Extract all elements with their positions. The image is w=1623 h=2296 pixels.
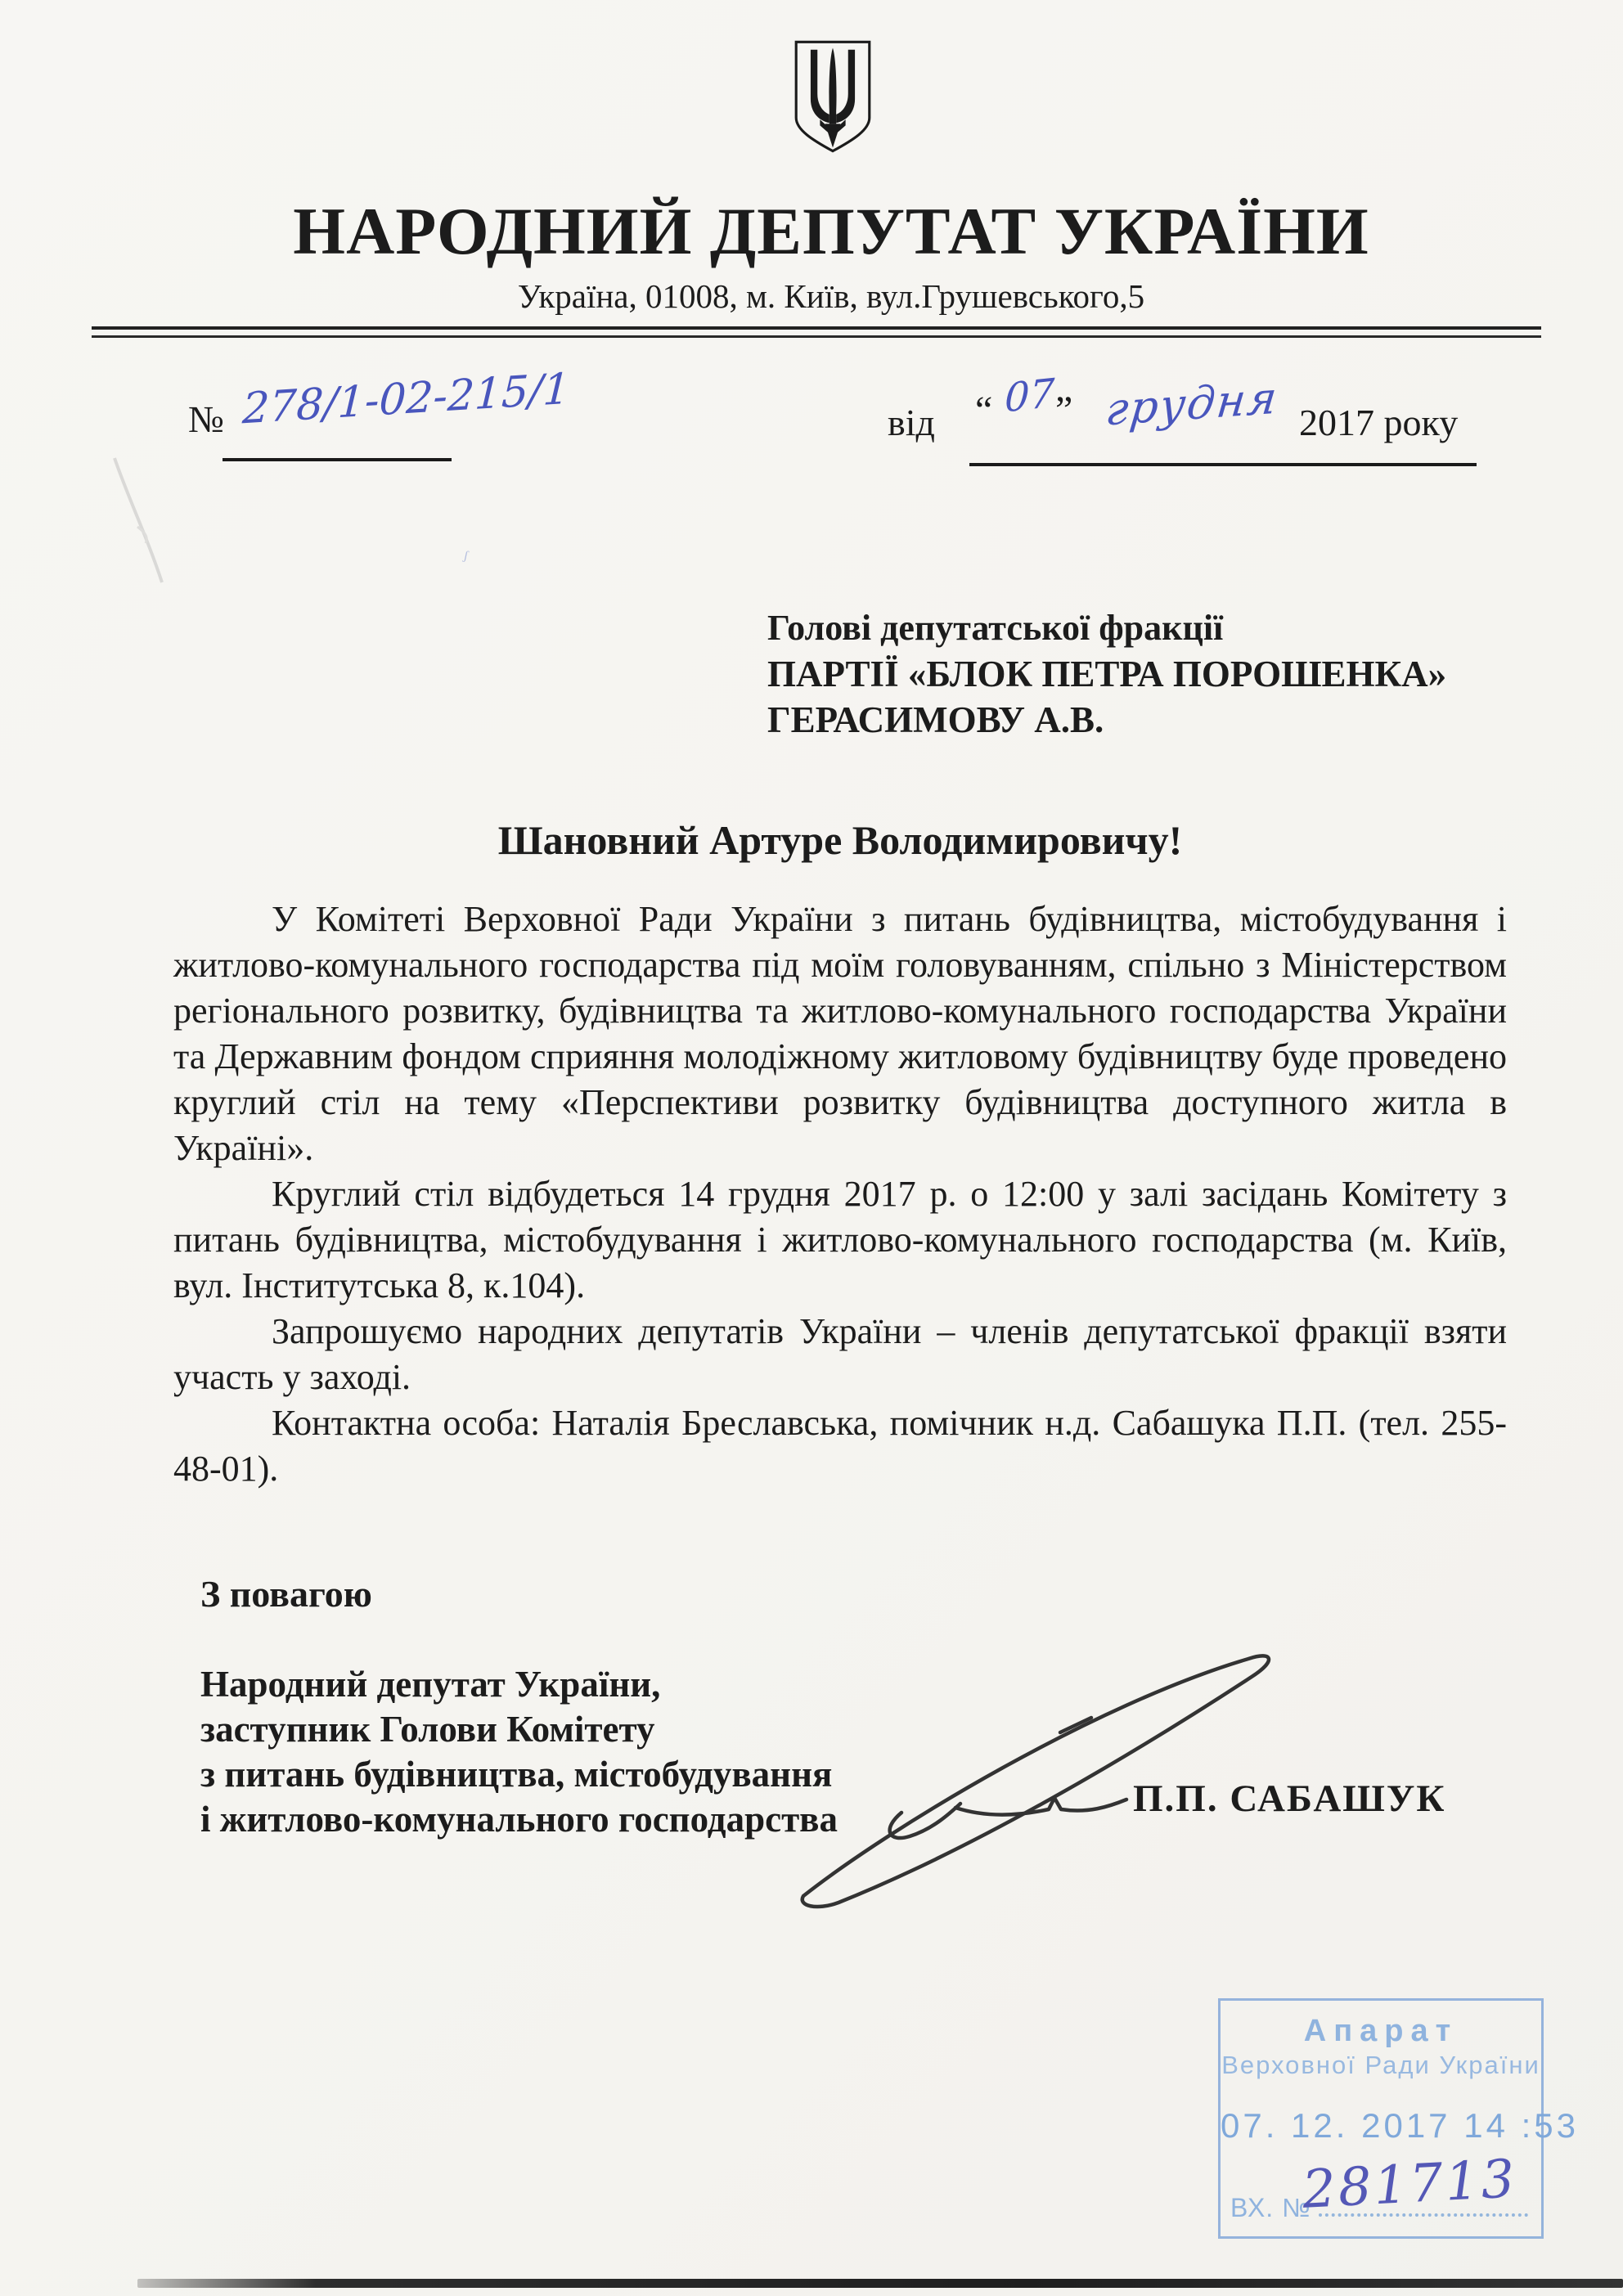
ukraine-trident-emblem-icon bbox=[792, 39, 874, 154]
salutation: Шановний Артуре Володимировичу! bbox=[497, 817, 1183, 863]
stamp-entry-number-handwritten: 281713 bbox=[1301, 2149, 1519, 2221]
stamp-org-line: Верховної Ради України bbox=[1221, 2051, 1540, 2079]
letter-body bbox=[173, 896, 1507, 1492]
signer-name: П.П. САБАШУК bbox=[1133, 1777, 1446, 1820]
signer-position-line: Народний депутат України, bbox=[200, 1664, 661, 1705]
stamp-entry-label: ВХ. № bbox=[1230, 2193, 1311, 2222]
recipient-line: ПАРТІЇ «БЛОК ПЕТРА ПОРОШЕНКА» bbox=[767, 654, 1447, 694]
closing-regards: З повагою bbox=[200, 1573, 372, 1615]
recipient-block bbox=[767, 605, 1446, 743]
body-paragraph-1: У Комітеті Верховної Ради України з питань будівництва, містобудування і житлово-комунального господарства під моїм головуванням, спільно з Міністерством регіонального розвитку, будівництва та житлово-комунального господарства України та Державним фондом сприяння молодіжному житловому будівництву буде проведено круглий стіл на тему «Перспективи розвитку будівництва доступного житла в Україні». bbox=[173, 899, 1507, 1168]
date-day-handwritten: 07 bbox=[1004, 370, 1055, 422]
date-year-printed: 2017 року bbox=[1299, 402, 1459, 443]
ink-fleck-mark: ᶴ bbox=[461, 546, 470, 571]
scan-edge-shadow bbox=[137, 2279, 1623, 2288]
signer-position-line: з питань будівництва, містобудування bbox=[200, 1754, 833, 1795]
signer-position-line: заступник Голови Комітету bbox=[200, 1709, 655, 1750]
recipient-line: Голові депутатської фракції bbox=[767, 608, 1224, 648]
date-underline bbox=[969, 463, 1477, 466]
letterhead-divider bbox=[92, 326, 1541, 338]
date-quote-close: ” bbox=[1055, 389, 1073, 432]
signer-position-line: і житлово-комунального господарства bbox=[200, 1799, 838, 1840]
registration-stamp bbox=[1218, 1998, 1579, 2239]
letterhead-title: НАРОДНИЙ ДЕПУТАТ УКРАЇНИ bbox=[293, 194, 1369, 268]
date-from-label: від bbox=[888, 402, 935, 443]
reference-number-underline bbox=[223, 458, 452, 461]
date-month-handwritten: грудня bbox=[1103, 371, 1281, 436]
reference-number-handwritten: 278/1-02-215/1 bbox=[241, 364, 571, 434]
stamp-datetime: 07. 12. 2017 14 :53 bbox=[1221, 2106, 1579, 2145]
letterhead-address: Україна, 01008, м. Київ, вул.Грушевського,5 bbox=[517, 277, 1145, 315]
reference-number-label: № bbox=[188, 398, 224, 440]
body-paragraph-4: Контактна особа: Наталія Бреславська, помічник н.д. Сабашука П.П. (тел. 255-48-01). bbox=[173, 1403, 1507, 1489]
date-quote-open: “ bbox=[975, 389, 993, 432]
pencil-scan-mark bbox=[105, 452, 178, 591]
stamp-org-line: Апарат bbox=[1303, 2014, 1459, 2048]
body-paragraph-2: Круглий стіл відбудеться 14 грудня 2017 р. о 12:00 у залі засідань Комітету з питань будівництва, містобудування і житлово-комунального господарства (м. Київ, вул. Інститутська 8, к.104). bbox=[173, 1174, 1507, 1305]
signer-position-block bbox=[200, 1662, 838, 1842]
recipient-line: ГЕРАСИМОВУ А.В. bbox=[767, 699, 1104, 740]
body-paragraph-3: Запрошуємо народних депутатів України – членів депутатської фракції взяти участь у заході. bbox=[173, 1311, 1507, 1397]
